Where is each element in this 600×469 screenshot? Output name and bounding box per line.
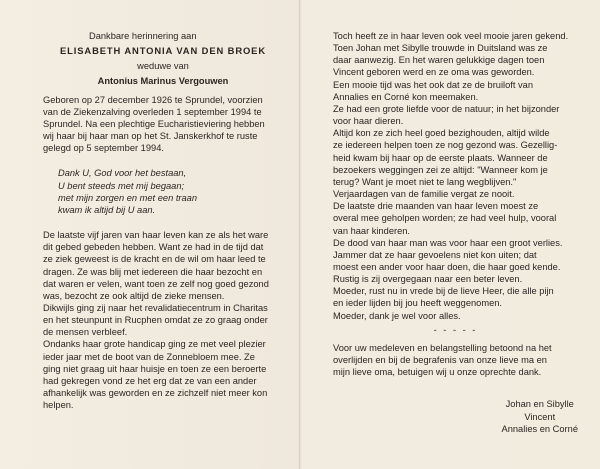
text-line: dat waren er velen, want toen ze zelf nog goed gezond bbox=[43, 278, 269, 289]
text-line: mijn lieve oma, betuigen wij u onze oprechte dank. bbox=[333, 367, 542, 378]
text-line: daar aanwezig. En het waren gelukkige dagen toen bbox=[333, 55, 545, 66]
text-line: voor haar dieren. bbox=[333, 116, 404, 127]
text-line: Dikwijls ging zij naar het revalidatiecentrum in Charitas bbox=[43, 302, 268, 313]
text-line: had gekregen vond ze het erg dat ze van een ander bbox=[43, 375, 257, 386]
deceased-name: ELISABETH ANTONIA VAN DEN BROEK bbox=[59, 45, 267, 57]
birth-death-paragraph bbox=[43, 94, 283, 155]
memories-paragraph bbox=[333, 30, 578, 322]
signature-line: Johan en Sibylle bbox=[505, 399, 574, 410]
text-line: Een mooie tijd was het ook dat ze de bruiloft van bbox=[333, 79, 534, 90]
intro-text: Dankbare herinnering aan bbox=[89, 31, 197, 41]
text-line: Toch heeft ze in haar leven ook veel mooie jaren gekend. bbox=[333, 31, 569, 41]
text-line: overlijden en bij de begrafenis van onze lieve ma en bbox=[333, 355, 547, 366]
text-line: Verjaardagen van de familie vergat ze nooit. bbox=[333, 189, 515, 200]
text-line: Moeder, dank je wel voor alles. bbox=[333, 310, 461, 321]
text-line: ging niet graag uit haar huisje en toen ze een beroerte bbox=[43, 363, 267, 374]
text-line: en het steunpunt in Rucphen omdat ze zo graag onder bbox=[43, 315, 268, 326]
signature-line: Annalies en Corné bbox=[501, 423, 578, 434]
life-paragraph bbox=[43, 229, 283, 411]
prayer-verse bbox=[43, 167, 283, 216]
text-line: Voor uw medeleven en belangstelling betoond na het bbox=[333, 342, 552, 353]
text-line: ze ziek geweest is de kracht en de wil om haar leed te bbox=[43, 254, 266, 265]
text-line: de mensen verbleef. bbox=[43, 327, 128, 338]
text-line: ze iedereen helpen toen ze nog gezond was. Gezellig- bbox=[333, 140, 558, 151]
text-line: bezoekers weggingen zei ze altijd: "Wanneer kom je bbox=[333, 164, 548, 175]
signature-block bbox=[333, 398, 578, 434]
text-line: overal mee geholpen worden; ze had veel hulp, vooral bbox=[333, 213, 557, 224]
prayer-line: Dank U, God voor het bestaan, bbox=[58, 168, 187, 179]
left-page bbox=[43, 30, 283, 411]
widow-of-text: weduwe van bbox=[137, 61, 189, 72]
text-line: Ondanks haar grote handicap ging ze met veel plezier bbox=[43, 339, 266, 350]
text-line: heid kwam bij haar op de eerste plaats. Wanneer de bbox=[333, 152, 548, 163]
text-line: Vincent geboren werd en ze oma was geworden. bbox=[333, 67, 535, 78]
text-line: wij haar bij haar man op het St. Janskerkhof te ruste bbox=[43, 131, 258, 142]
text-line: Ze had een grote liefde voor de natuur; in het bijzonder bbox=[333, 103, 560, 114]
signature-line: Vincent bbox=[524, 411, 556, 422]
text-line: Sprundel. Na een plechtige Eucharistieviering hebben bbox=[43, 118, 265, 129]
text-line: terug? Want je moet niet te lang wegblijven." bbox=[333, 176, 517, 187]
text-line: Annalies en Corné kon meemaken. bbox=[333, 91, 479, 102]
prayer-line: met mijn zorgen en met een traan bbox=[58, 192, 198, 203]
separator: - - - - - bbox=[433, 324, 478, 335]
text-line: Rustig is zij overgegaan naar een beter leven. bbox=[333, 274, 523, 285]
text-line: Altijd kon ze zich heel goed bezighouden, altijd wilde bbox=[333, 128, 550, 139]
prayer-line: U bent steeds met mij begaan; bbox=[58, 180, 185, 191]
card-fold-line bbox=[299, 0, 300, 469]
husband-name: Antonius Marinus Vergouwen bbox=[97, 76, 229, 87]
right-page bbox=[333, 30, 578, 435]
prayer-line: kwam ik altijd bij U aan. bbox=[58, 204, 156, 215]
text-line: gelegd op 5 september 1994. bbox=[43, 143, 164, 154]
text-line: Toen Johan met Sibylle trouwde in Duitsland was ze bbox=[333, 43, 548, 54]
text-line: De laatste drie maanden van haar leven moest ze bbox=[333, 201, 539, 212]
thanks-paragraph bbox=[333, 342, 578, 378]
text-line: dit gebed gebeden hebben. Want ze had in de tijd dat bbox=[43, 242, 264, 253]
text-line: Geboren op 27 december 1926 te Sprundel, voorzien bbox=[43, 94, 263, 105]
text-line: De dood van haar man was voor haar een groot verlies. bbox=[333, 237, 563, 248]
text-line: ieder jaar met de boot van de Zonnebloem mee. Ze bbox=[43, 351, 255, 362]
text-line: helpen. bbox=[43, 400, 74, 411]
text-line: dragen. Ze was blij met iedereen die haar bezocht en bbox=[43, 266, 263, 277]
text-line: Moeder, rust nu in vrede bij de lieve Heer, die alle pijn bbox=[333, 286, 554, 297]
text-line: van de Ziekenzalving overleden 1 september 1994 te bbox=[43, 106, 262, 117]
text-line: afhankelijk was geworden en ze zichzelf niet meer kon bbox=[43, 388, 268, 399]
text-line: De laatste vijf jaren van haar leven kan ze als het ware bbox=[43, 230, 269, 241]
text-line: van haar kinderen. bbox=[333, 225, 411, 236]
text-line: moest een ander voor haar doen, die haar goed kende. bbox=[333, 261, 561, 272]
text-line: was, bezocht ze ook altijd de zieke mensen. bbox=[43, 290, 225, 301]
text-line: Jammer dat ze haar gevoelens niet kon uiten; dat bbox=[333, 249, 537, 260]
text-line: en ieder lijden bij jou heeft weggenomen. bbox=[333, 298, 503, 309]
